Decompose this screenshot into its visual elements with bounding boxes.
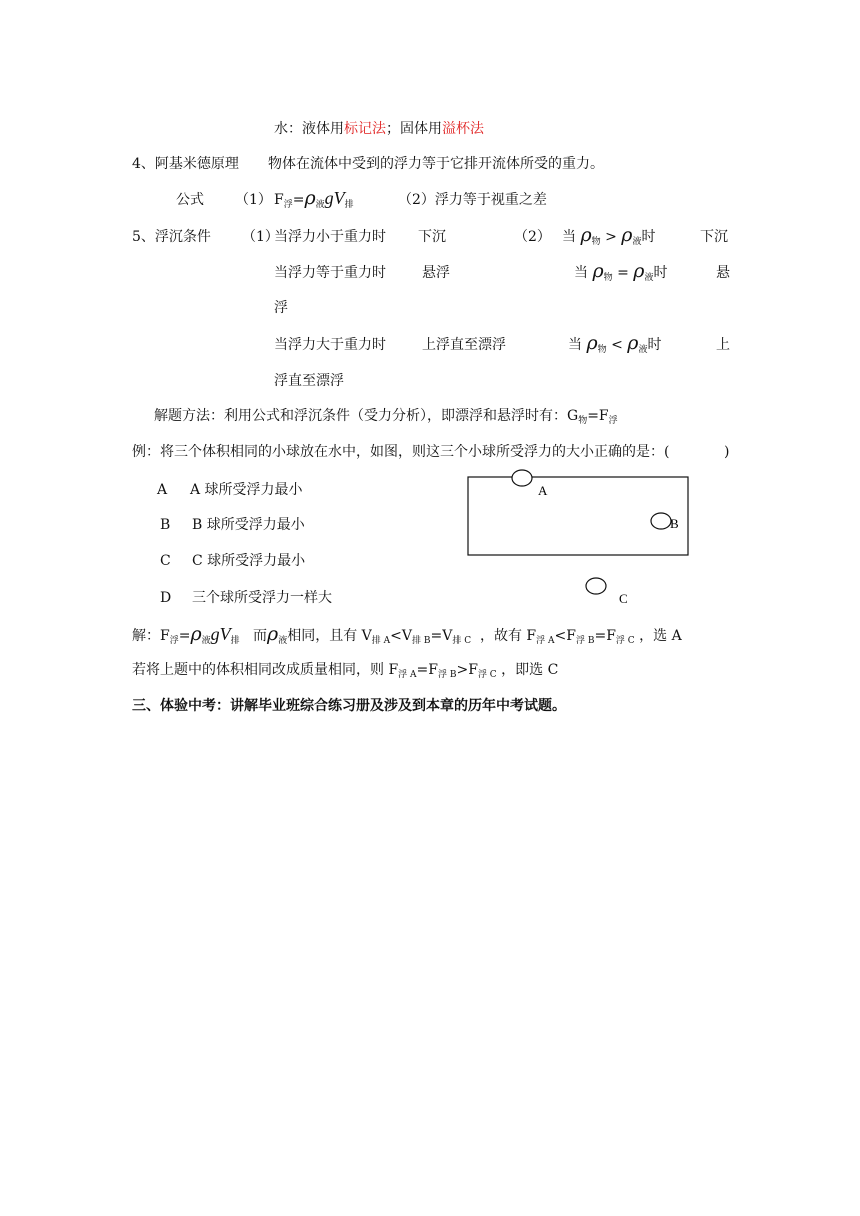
cond-row3: 当浮力大于重力时 (274, 337, 386, 353)
density-row2-result-a: 悬 (716, 265, 730, 281)
cond-row1: 当浮力小于重力时 (274, 229, 386, 245)
density-row3-result-b: 浮直至漂浮 (274, 373, 344, 389)
ball-c (586, 578, 606, 594)
option-a-letter: A (157, 482, 168, 498)
density-row3: 当 $\rho_物 < \rho_液$时 (568, 332, 662, 355)
option-d-text: 三个球所受浮力一样大 (192, 590, 332, 606)
formula-num2: （2）浮力等于视重之差 (398, 192, 547, 208)
option-a-text: A 球所受浮力最小 (190, 482, 303, 498)
example-close-paren: ) (724, 444, 730, 460)
formula-num1: （1） (235, 192, 272, 208)
cond-row2-result: 悬浮 (422, 265, 450, 281)
density-row1: 当 $\rho_物 > \rho_液$时 (562, 224, 656, 247)
label-c: C (619, 591, 628, 606)
option-c-text: C 球所受浮力最小 (192, 553, 306, 569)
option-d-letter: D (160, 590, 172, 606)
ball-a (512, 470, 532, 486)
sink-num1: （1） (242, 229, 279, 245)
ball-b (651, 513, 671, 529)
section-three-heading: 三、体验中考：讲解毕业班综合练习册及涉及到本章的历年中考试题。 (132, 698, 566, 714)
label-a: A (538, 483, 548, 498)
example-question: 例：将三个体积相同的小球放在水中，如图，则这三个小球所受浮力的大小正确的是：( (132, 444, 670, 460)
cond-row3-result: 上浮直至漂浮 (422, 337, 506, 353)
archimedes-heading: 4、阿基米德原理 (132, 156, 239, 172)
archimedes-text: 物体在流体中受到的浮力等于它排开流体所受的重力。 (268, 156, 604, 172)
solution-line: 解：$F_浮=\rho_液gV_排$ 而$\rho_液$相同，且有 $V_{排 A}<V_{排 B}=V_{排 C}$ ，故有 $F_{浮 A}<F_{浮 B}=F_{浮 C}$ ，选 A (132, 623, 682, 646)
density-row2-result-b: 浮 (274, 300, 288, 316)
formula-label: 公式 (176, 192, 204, 208)
option-b-text: B 球所受浮力最小 (192, 517, 305, 533)
solving-method: 解题方法：利用公式和浮沉条件（受力分析），即漂浮和悬浮时有：$G_物=F_浮$ (154, 408, 618, 426)
marking-method: 标记法 (344, 121, 386, 137)
option-c-letter: C (160, 553, 171, 569)
balls-in-water-diagram (460, 462, 700, 612)
cond-row1-result: 下沉 (418, 229, 446, 245)
line-water: 水：液体用标记法；固体用溢杯法 (274, 121, 484, 137)
option-b-letter: B (160, 517, 171, 533)
sink-float-title: 5、浮沉条件 (132, 229, 211, 245)
solution-line-2: 若将上题中的体积相同改成质量相同，则 $F_{浮 A}=F_{浮 B}>F_{浮 C}$ ，即选 C (132, 662, 559, 680)
density-row3-result-a: 上 (716, 337, 730, 353)
label-b: B (670, 516, 679, 531)
cond-row2: 当浮力等于重力时 (274, 265, 386, 281)
sink-num2: （2） (514, 229, 551, 245)
overflow-method: 溢杯法 (442, 121, 484, 137)
formula-buoyancy: $F_浮=\rho_液gV_排$ (274, 187, 354, 210)
density-row2: 当 $\rho_物 = \rho_液$时 (574, 260, 668, 283)
density-row1-result: 下沉 (700, 229, 728, 245)
